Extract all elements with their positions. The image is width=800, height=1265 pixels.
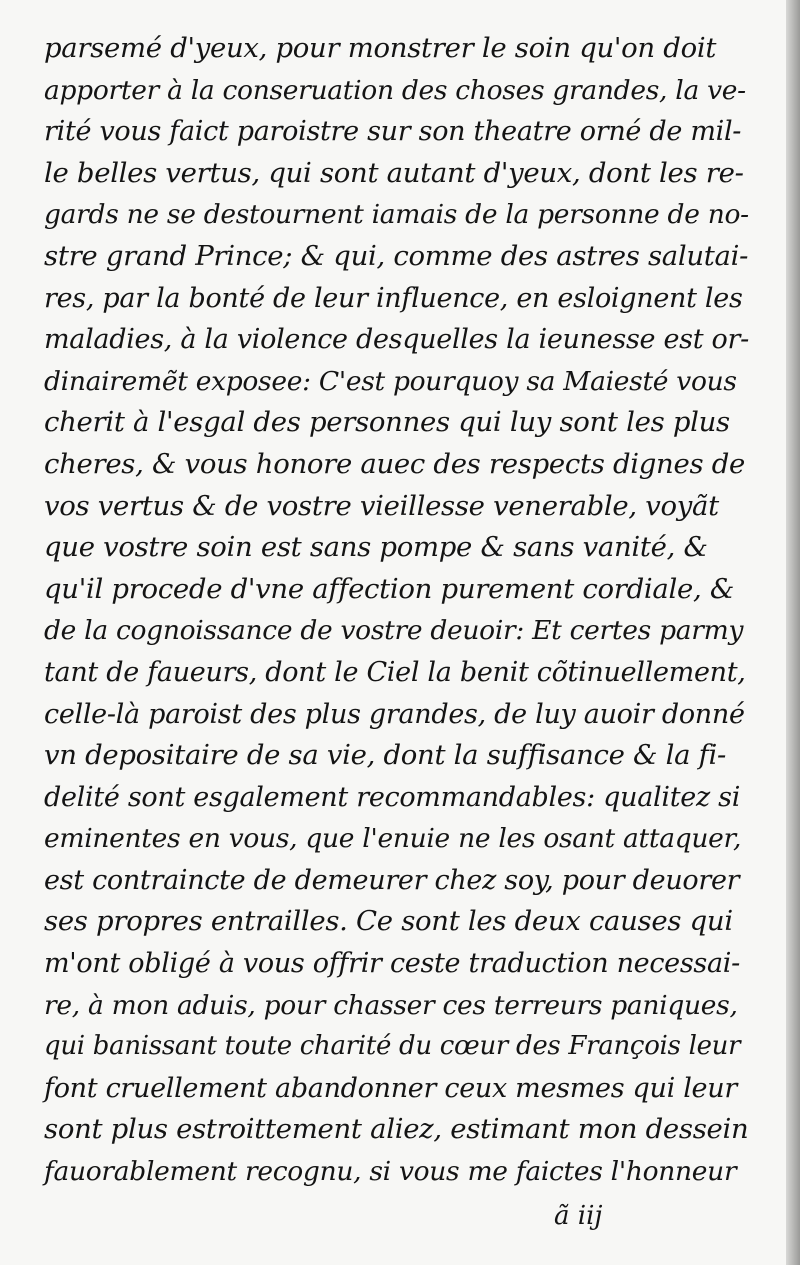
text-line: re, à mon aduis, pour chasser ces terreurs paniques, (44, 989, 738, 1021)
text-line: m'ont obligé à vous offrir ceste traduction necessai- (44, 948, 740, 980)
page-text-block (44, 28, 749, 1193)
text-line: res, par la bonté de leur influence, en esloignent les (44, 282, 743, 314)
text-line: maladies, à la violence desquelles la ieunesse est or- (44, 324, 749, 356)
text-line: rité vous faict paroistre sur son theatre orné de mil- (44, 116, 742, 148)
text-line: delité sont esgalement recommandables: qualitez si (44, 781, 741, 813)
text-line: qui banissant toute charité du cœur des François leur (44, 1031, 741, 1062)
text-line: apporter à la conseruation des choses grandes, la ve- (44, 74, 746, 106)
text-line: le belles vertus, qui sont autant d'yeux, dont les re- (44, 156, 744, 189)
text-line: ses propres entrailles. Ce sont les deux causes qui (44, 905, 733, 938)
text-line: fauorablement recognu, si vous me faictes l'honneur (44, 1156, 737, 1188)
page-edge-shadow (786, 0, 800, 1265)
text-line: de la cognoissance de vostre deuoir: Et certes parmy (44, 615, 744, 647)
text-line: que vostre soin est sans pompe & sans vanité, & (44, 531, 708, 564)
text-line: qu'il procede d'vne affection purement cordiale, & (44, 572, 735, 605)
text-line: cheres, & vous honore auec des respects dignes de (44, 447, 745, 480)
text-line: stre grand Prince; & qui, comme des astres salutai- (44, 239, 749, 272)
text-line: eminentes en vous, que l'enuie ne les osant attaquer, (44, 823, 742, 855)
text-line: vn depositaire de sa vie, dont la suffisance & la fi- (44, 739, 727, 772)
text-line: celle-là paroist des plus grandes, de luy auoir donné (44, 698, 745, 730)
text-line: est contraincte de demeurer chez soy, pour deuorer (44, 864, 740, 896)
signature-mark: ã iij (554, 1201, 603, 1231)
text-line: gards ne se destournent iamais de la personne de no- (44, 199, 749, 231)
text-line: font cruellement abandonner ceux mesmes qui leur (44, 1072, 737, 1104)
text-line: dinairemẽt exposee: C'est pourquoy sa Maiesté vous (44, 365, 737, 397)
text-line: cherit à l'esgal des personnes qui luy sont les plus (44, 406, 730, 439)
text-line: vos vertus & de vostre vieillesse venerable, voyãt (44, 489, 719, 522)
text-line: sont plus estroittement aliez, estimant mon dessein (44, 1113, 749, 1146)
text-line: parsemé d'yeux, pour monstrer le soin qu'on doit (44, 32, 717, 64)
text-line: tant de faueurs, dont le Ciel la benit cõtinuellement, (44, 656, 746, 688)
